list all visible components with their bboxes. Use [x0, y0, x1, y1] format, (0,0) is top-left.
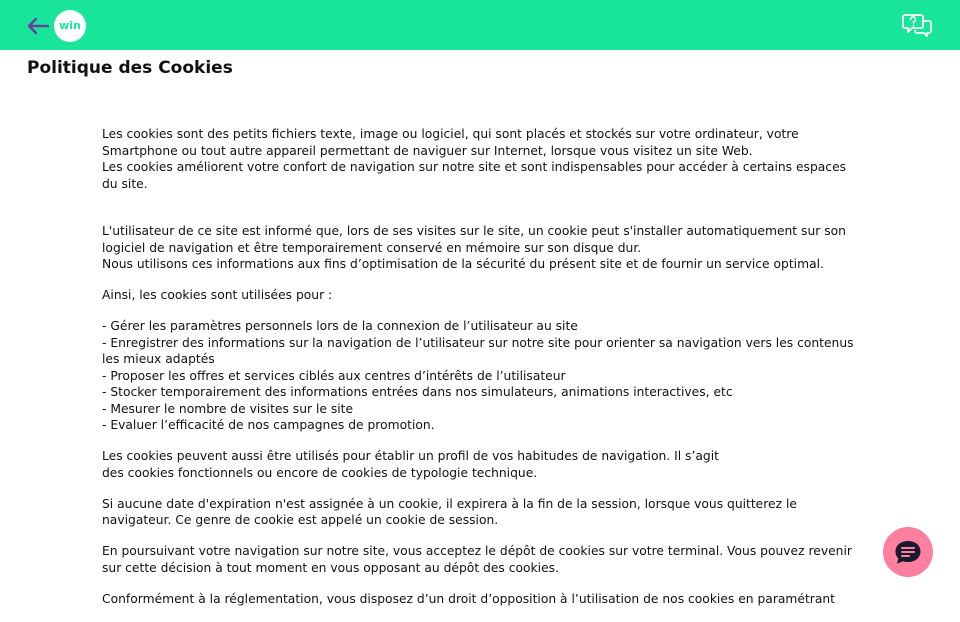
svg-text:·······: ·······	[71, 33, 79, 37]
cookie-uses-list: - Gérer les paramètres personnels lors de la connexion de l’utilisateur au site - Enregistrer des informations sur la navigation de l’utilisateur sur notre site pour orienter sa navigation vers les contenus les mieux adaptés - Proposer les offres et services ciblés aux centres d’intérêts de l’utilisateur - Stocker temporairement des informations entrées dans nos simulateurs, animations interactives, etc - Mesurer le nombre de visites sur le site - Evaluer l’efficacité de nos campagnes de promotion.	[102, 319, 854, 432]
paragraph-opposition: Conformément à la réglementation, vous disposez d’un droit d’opposition à l’utilisation de nos cookies en paramétrant	[102, 591, 836, 606]
chat-bubble-icon	[883, 527, 933, 577]
paragraph-user-informed: L'utilisateur de ce site est informé que, lors de ses visites sur le site, un cookie peut s'installer automatiquement sur son logiciel de navigation et être temporairement conservé en mémoire sur son disque dur. Nous utilisons ces informations aux fins d’optimisation de la sécurité du présent site et de fournir un service optimal.	[102, 224, 846, 271]
paragraph-uses-intro: Ainsi, les cookies sont utilisées pour :	[102, 288, 333, 302]
brand-logo[interactable]	[54, 10, 86, 42]
paragraph-session-cookie: Si aucune date d'expiration n'est assignée à un cookie, il expirera à la fin de la session, lorsque vous quitterez le navigateur. Ce genre de cookie est appelé un cookie de session.	[102, 496, 797, 527]
chat-fab-button[interactable]	[883, 527, 933, 577]
paragraph-consent: En poursuivant votre navigation sur notre site, vous acceptez le dépôt de cookies sur votre terminal. Vous pouvez revenir sur cette décision à tout moment en vous opposant au dépôt des cookies.	[102, 544, 852, 575]
cookie-policy-content	[102, 126, 862, 622]
paragraph-intro: Les cookies sont des petits fichiers texte, image ou logiciel, qui sont placés et stockés sur votre ordinateur, votre Smartphone ou tout autre appareil permettant de naviguer sur Internet, lorsque vous visitez un site Web. Les cookies améliorent votre confort de navigation sur notre site et sont indispensables pour accéder à certains espaces du site.	[102, 127, 847, 191]
back-button[interactable]	[24, 13, 52, 39]
arrow-left-icon	[24, 13, 52, 39]
paragraph-profile: Les cookies peuvent aussi être utilisés pour établir un profil de vos habitudes de navigation. Il s’agit des cookies fonctionnels ou encore de cookies de typologie technique.	[102, 449, 719, 480]
help-chat-icon	[902, 11, 934, 39]
help-chat-button[interactable]	[902, 11, 934, 39]
page-title: Politique des Cookies	[27, 58, 233, 78]
logo-text: win	[59, 19, 81, 32]
top-header-bar	[0, 0, 960, 50]
